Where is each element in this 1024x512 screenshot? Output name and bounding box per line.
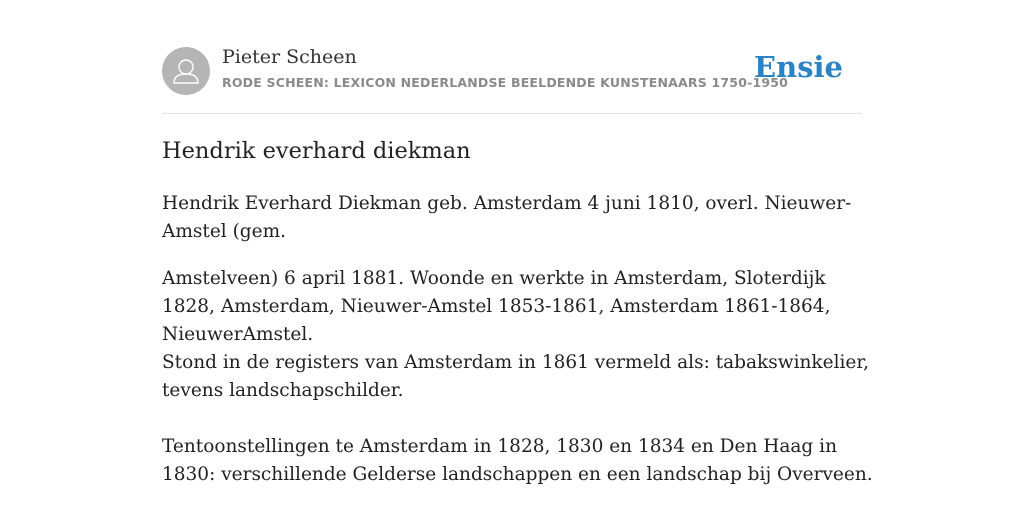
header-divider bbox=[162, 113, 862, 114]
article-paragraph: Stond in de registers van Amsterdam in 1861 vermeld als: tabakswinkelier, tevens landschapschilder. bbox=[162, 352, 870, 401]
author-name[interactable]: Pieter Scheen bbox=[222, 46, 357, 68]
user-avatar-icon[interactable] bbox=[162, 47, 210, 95]
source-label[interactable]: RODE SCHEEN: LEXICON NEDERLANDSE BEELDENDE KUNSTENAARS 1750-1950 bbox=[222, 75, 789, 90]
article-paragraph: Hendrik Everhard Diekman geb. Amsterdam 4 juni 1810, overl. Nieuwer-Amstel (gem. bbox=[162, 193, 852, 242]
article-paragraph: Amstelveen) 6 april 1881. Woonde en werkte in Amsterdam, Sloterdijk 1828, Amsterdam, Nieuwer-Amstel 1853-1861, Amsterdam 1861-1864, NieuwerAmstel. bbox=[162, 268, 831, 345]
article-header bbox=[162, 44, 862, 100]
article-title: Hendrik everhard diekman bbox=[162, 138, 471, 164]
brand-logo[interactable]: Ensie bbox=[754, 50, 843, 84]
article-paragraph: Tentoonstellingen te Amsterdam in 1828, 1830 en 1834 en Den Haag in 1830: verschillende Gelderse landschappen en een landschap bij Overveen. bbox=[162, 436, 873, 485]
